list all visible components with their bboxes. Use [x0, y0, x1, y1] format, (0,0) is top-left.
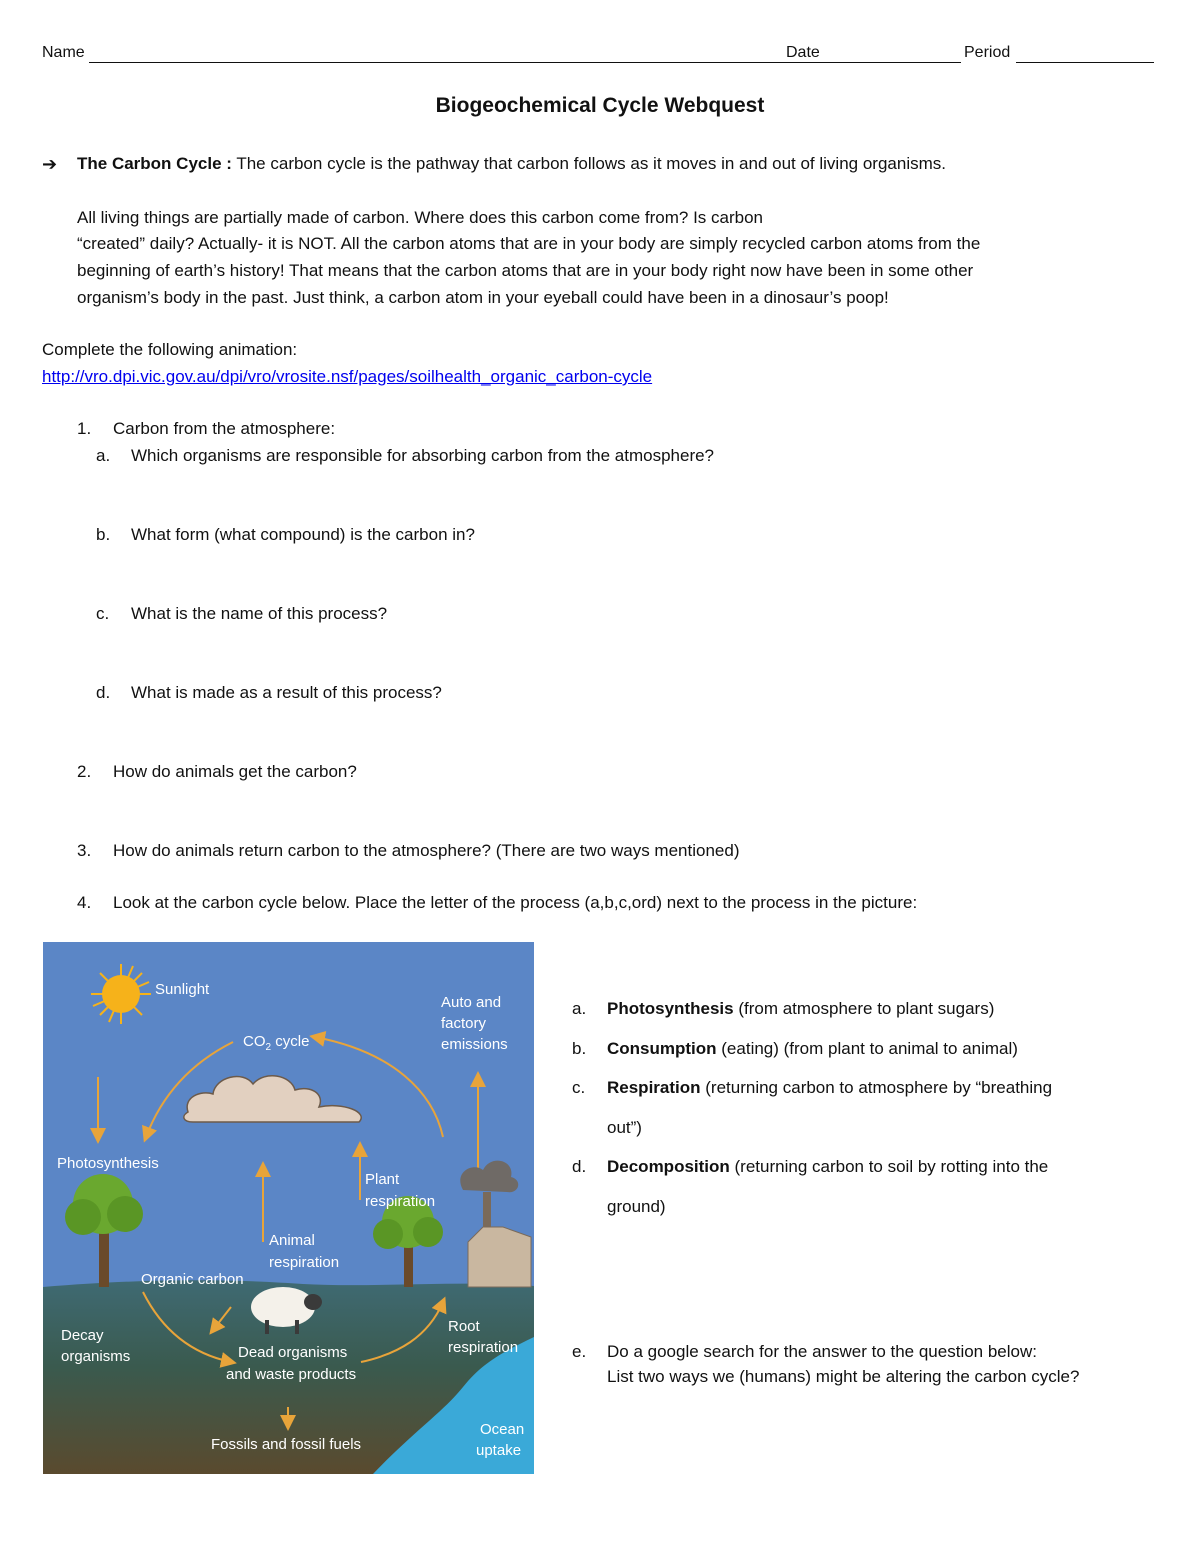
animation-instruction: Complete the following animation: [42, 340, 298, 359]
name-field[interactable] [89, 62, 824, 63]
label-co2-cycle: $CO_2$ cycle [243, 1033, 310, 1053]
intro-line-1: All living things are partially made of carbon. Where does this carbon come from? Is carbon [77, 208, 763, 227]
question-e-line-1: Do a google search for the answer to the question below: [607, 1342, 1037, 1361]
question-2-num: 2. [77, 762, 92, 781]
question-1a-num: a. [96, 446, 111, 465]
label-decay-1: Decay [61, 1327, 104, 1344]
question-1d-num: d. [96, 683, 111, 702]
label-sunlight: Sunlight [155, 981, 210, 998]
process-c-letter: c. [572, 1078, 586, 1097]
label-organic-carbon: Organic carbon [141, 1271, 244, 1288]
label-auto-2: factory [441, 1015, 487, 1032]
process-d-desc: (returning carbon to soil by rotting into the [729, 1157, 1049, 1176]
carbon-cycle-diagram [43, 942, 534, 1474]
question-e-line-2: List two ways we (humans) might be altering the carbon cycle? [607, 1367, 1080, 1386]
label-auto-3: emissions [441, 1036, 508, 1053]
question-1b-num: b. [96, 525, 111, 544]
period-field[interactable] [1016, 62, 1154, 63]
question-1b-text: What form (what compound) is the carbon in? [131, 525, 475, 544]
intro-line-2: “created” daily? Actually- it is NOT. All the carbon atoms that are in your body are simply recycled carbon atoms from the [77, 234, 981, 253]
label-dead-1: Dead organisms [238, 1344, 348, 1361]
question-3-text: How do animals return carbon to the atmosphere? (There are two ways mentioned) [113, 841, 740, 860]
question-1a-text: Which organisms are responsible for absorbing carbon from the atmosphere? [131, 446, 715, 465]
question-1-text: Carbon from the atmosphere: [113, 419, 336, 438]
label-ocean-1: Ocean [480, 1421, 525, 1438]
process-d-letter: d. [572, 1157, 587, 1176]
carbon-cycle-heading: The Carbon Cycle : [77, 154, 232, 173]
question-4-num: 4. [77, 893, 92, 912]
header-fields [42, 44, 1154, 66]
label-ocean-2: uptake [476, 1442, 522, 1459]
question-1c-num: c. [96, 604, 110, 623]
label-auto-1: Auto and [441, 994, 502, 1011]
process-d-term: Decomposition [607, 1157, 730, 1176]
process-b-term: Consumption [607, 1039, 717, 1058]
carbon-cycle-definition: The carbon cycle is the pathway that carbon follows as it moves in and out of living organisms. [236, 154, 946, 173]
carbon-cycle-intro [77, 154, 946, 174]
sun-icon [91, 964, 151, 1024]
intro-line-3: beginning of earth’s history! That means that the carbon atoms that are in your body right now have been in some other [77, 261, 974, 280]
intro-line-4: organism’s body in the past. Just think, a carbon atom in your eyeball could have been in a dinosaur’s poop! [77, 288, 889, 307]
process-c [607, 1078, 1052, 1098]
date-label: Date [786, 44, 820, 61]
period-label: Period [964, 44, 1011, 61]
page-title: Biogeochemical Cycle Webquest [435, 94, 765, 117]
process-b-letter: b. [572, 1039, 587, 1058]
process-c-desc: (returning carbon to atmosphere by “breathing [700, 1078, 1053, 1097]
process-b-desc: (eating) (from plant to animal to animal) [716, 1039, 1018, 1058]
process-b [607, 1039, 1018, 1059]
question-1c-text: What is the name of this process? [131, 604, 388, 623]
question-e-letter: e. [572, 1342, 587, 1361]
process-a-letter: a. [572, 999, 587, 1018]
arrow-bullet-icon: ➔ [42, 154, 58, 174]
label-plant-resp-1: Plant [365, 1171, 400, 1188]
question-2-text: How do animals get the carbon? [113, 762, 357, 781]
label-fossils: Fossils and fossil fuels [211, 1436, 362, 1453]
process-d-desc-cont: ground) [607, 1197, 666, 1216]
label-decay-2: organisms [61, 1348, 131, 1365]
question-1-num: 1. [77, 419, 92, 438]
process-d [607, 1157, 1048, 1177]
date-field[interactable] [824, 62, 961, 63]
question-1d-text: What is made as a result of this process? [131, 683, 442, 702]
label-animal-resp-1: Animal [269, 1232, 315, 1249]
label-dead-2: and waste products [226, 1366, 357, 1383]
process-a-desc: (from atmosphere to plant sugars) [733, 999, 995, 1018]
label-root-2: respiration [448, 1339, 519, 1356]
process-a-term: Photosynthesis [607, 999, 734, 1018]
label-plant-resp-2: respiration [365, 1193, 436, 1210]
name-label: Name [42, 44, 85, 61]
animation-link[interactable]: http://vro.dpi.vic.gov.au/dpi/vro/vrosite.nsf/pages/soilhealth_organic_carbon-cycle [42, 367, 653, 386]
process-c-term: Respiration [607, 1078, 701, 1097]
label-photosynthesis: Photosynthesis [57, 1155, 159, 1172]
process-c-desc-cont: out”) [607, 1118, 642, 1137]
question-3-num: 3. [77, 841, 92, 860]
process-a [607, 999, 994, 1019]
label-root-1: Root [448, 1318, 480, 1335]
label-animal-resp-2: respiration [269, 1254, 340, 1271]
question-4-text: Look at the carbon cycle below. Place the letter of the process (a,b,c,ord) next to the process in the picture: [113, 893, 918, 912]
